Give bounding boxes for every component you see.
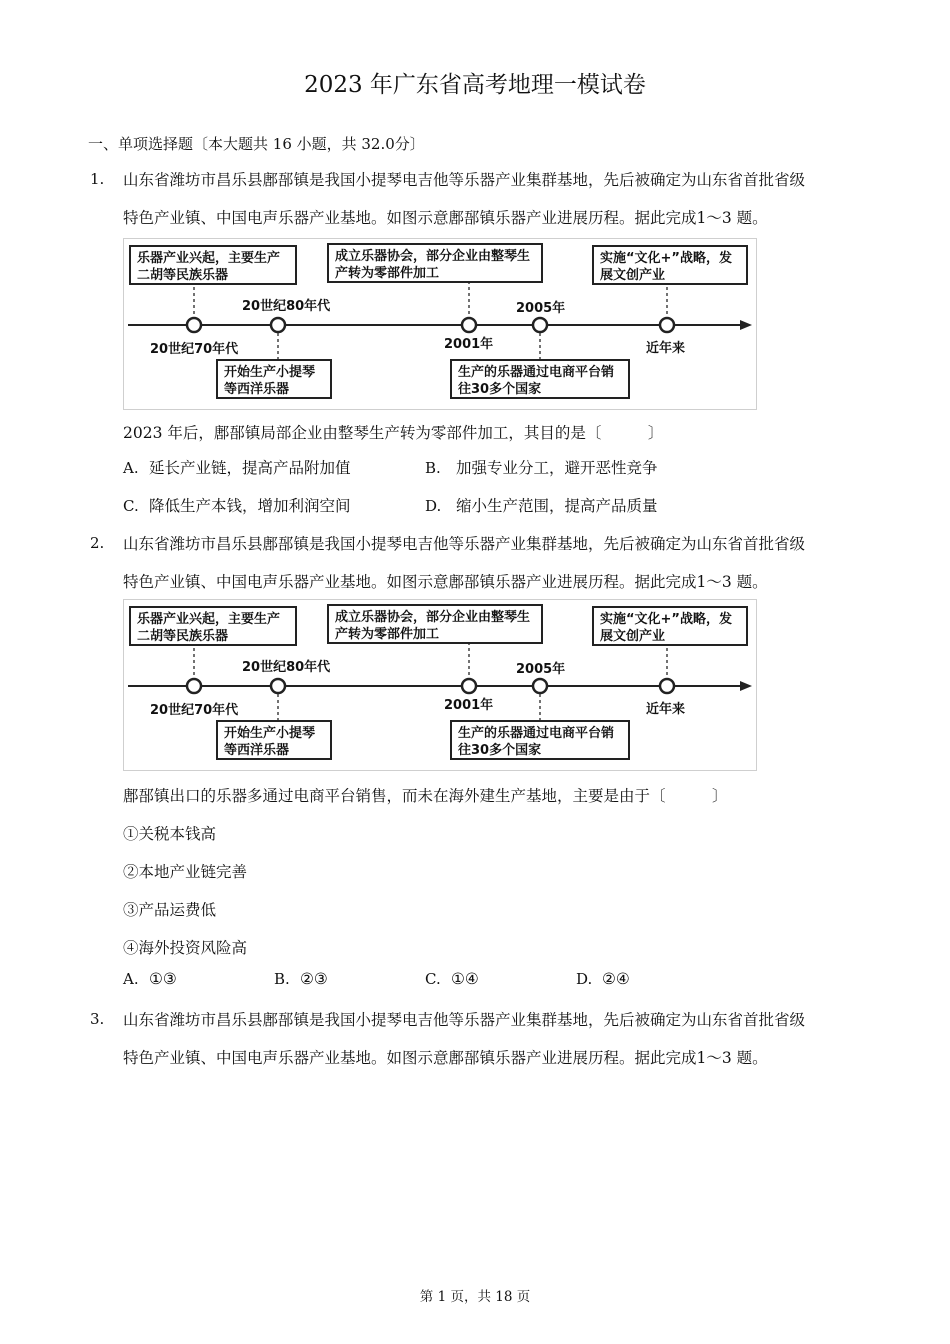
option-text: ①③ bbox=[149, 970, 177, 988]
option-letter: D. bbox=[576, 970, 593, 988]
question-intro-line: 山东省潍坊市昌乐县鄌郚镇是我国小提琴电吉他等乐器产业集群基地，先后被确定为山东省首批省级 bbox=[123, 1011, 806, 1029]
page-footer: 第 1 页，共 18 页 bbox=[419, 1289, 531, 1305]
timeline-label: 20世纪70年代 bbox=[150, 342, 239, 357]
statement-item: ①关税本钱高 bbox=[123, 825, 217, 843]
question-intro-line: 山东省潍坊市昌乐县鄌郚镇是我国小提琴电吉他等乐器产业集群基地，先后被确定为山东省首批省级 bbox=[123, 171, 806, 189]
option-text: 加强专业分工，避开恶性竞争 bbox=[456, 459, 658, 477]
question-intro-line: 特色产业镇、中国电声乐器产业基地。如图示意鄌郚镇乐器产业进展历程。据此完成1～3 题。 bbox=[123, 573, 768, 591]
timeline-event-box: 生产的乐器通过电商平台销往30多个国家 bbox=[450, 720, 630, 760]
statement-item: ④海外投资风险高 bbox=[123, 939, 248, 957]
option-c[interactable] bbox=[123, 494, 351, 516]
option-letter: B. bbox=[274, 970, 290, 988]
option-letter: C. bbox=[123, 497, 139, 515]
option-text: ①④ bbox=[451, 970, 479, 988]
timeline-label: 20世纪80年代 bbox=[242, 299, 331, 314]
option-text: ②④ bbox=[602, 970, 630, 988]
option-letter: B. bbox=[425, 459, 441, 477]
question-intro-line: 特色产业镇、中国电声乐器产业基地。如图示意鄌郚镇乐器产业进展历程。据此完成1～3 题。 bbox=[123, 1049, 768, 1067]
timeline-label: 2005年 bbox=[516, 301, 566, 316]
timeline-figure bbox=[123, 599, 757, 771]
timeline-event-box: 成立乐器协会，部分企业由整琴生产转为零部件加工 bbox=[327, 604, 543, 644]
timeline-label: 近年来 bbox=[646, 702, 686, 717]
question-intro-line: 山东省潍坊市昌乐县鄌郚镇是我国小提琴电吉他等乐器产业集群基地，先后被确定为山东省首批省级 bbox=[123, 535, 806, 553]
timeline-label: 20世纪80年代 bbox=[242, 660, 331, 675]
timeline-figure bbox=[123, 238, 757, 410]
option-c[interactable] bbox=[425, 970, 479, 988]
timeline-label: 近年来 bbox=[646, 341, 686, 356]
question-text: 鄌郚镇出口的乐器多通过电商平台销售，而未在海外建生产基地，主要是由于〔 〕 bbox=[123, 787, 728, 805]
timeline-label: 2001年 bbox=[444, 698, 494, 713]
timeline-event-box: 实施“文化+”战略，发展文创产业 bbox=[592, 606, 748, 646]
statement-item: ③产品运费低 bbox=[123, 901, 217, 919]
question-number: 1. bbox=[90, 170, 105, 188]
option-a[interactable] bbox=[123, 456, 351, 478]
option-d[interactable] bbox=[425, 494, 658, 516]
option-text: 延长产业链，提高产品附加值 bbox=[149, 459, 351, 477]
timeline-event-box: 乐器产业兴起，主要生产二胡等民族乐器 bbox=[129, 606, 297, 646]
option-text: ②③ bbox=[300, 970, 328, 988]
timeline-event-box: 生产的乐器通过电商平台销往30多个国家 bbox=[450, 359, 630, 399]
question-intro-line: 特色产业镇、中国电声乐器产业基地。如图示意鄌郚镇乐器产业进展历程。据此完成1～3 题。 bbox=[123, 209, 768, 227]
timeline-label: 2001年 bbox=[444, 337, 494, 352]
option-letter: C. bbox=[425, 970, 441, 988]
option-letter: A. bbox=[123, 970, 139, 988]
question-number: 2. bbox=[90, 534, 105, 552]
option-text: 降低生产本钱，增加利润空间 bbox=[149, 497, 351, 515]
timeline-label: 20世纪70年代 bbox=[150, 703, 239, 718]
timeline-event-box: 开始生产小提琴等西洋乐器 bbox=[216, 720, 332, 760]
question-text: 2023 年后，鄌郚镇局部企业由整琴生产转为零部件加工，其目的是〔 〕 bbox=[123, 424, 664, 442]
option-letter: D. bbox=[425, 497, 442, 515]
timeline-event-box: 实施“文化+”战略，发展文创产业 bbox=[592, 245, 748, 285]
page-title: 2023 年广东省高考地理一模试卷 bbox=[304, 72, 646, 98]
timeline-event-box: 开始生产小提琴等西洋乐器 bbox=[216, 359, 332, 399]
timeline-event-box: 乐器产业兴起，主要生产二胡等民族乐器 bbox=[129, 245, 297, 285]
timeline-label: 2005年 bbox=[516, 662, 566, 677]
option-a[interactable] bbox=[123, 970, 177, 988]
option-b[interactable] bbox=[425, 456, 658, 478]
statement-item: ②本地产业链完善 bbox=[123, 863, 248, 881]
option-b[interactable] bbox=[274, 970, 328, 988]
option-text: 缩小生产范围，提高产品质量 bbox=[456, 497, 658, 515]
timeline-event-box: 成立乐器协会，部分企业由整琴生产转为零部件加工 bbox=[327, 243, 543, 283]
section-header: 一、单项选择题〔本大题共 16 小题，共 32.0分〕 bbox=[88, 135, 425, 153]
option-d[interactable] bbox=[576, 970, 630, 988]
option-letter: A. bbox=[123, 459, 139, 477]
question-number: 3. bbox=[90, 1010, 105, 1028]
